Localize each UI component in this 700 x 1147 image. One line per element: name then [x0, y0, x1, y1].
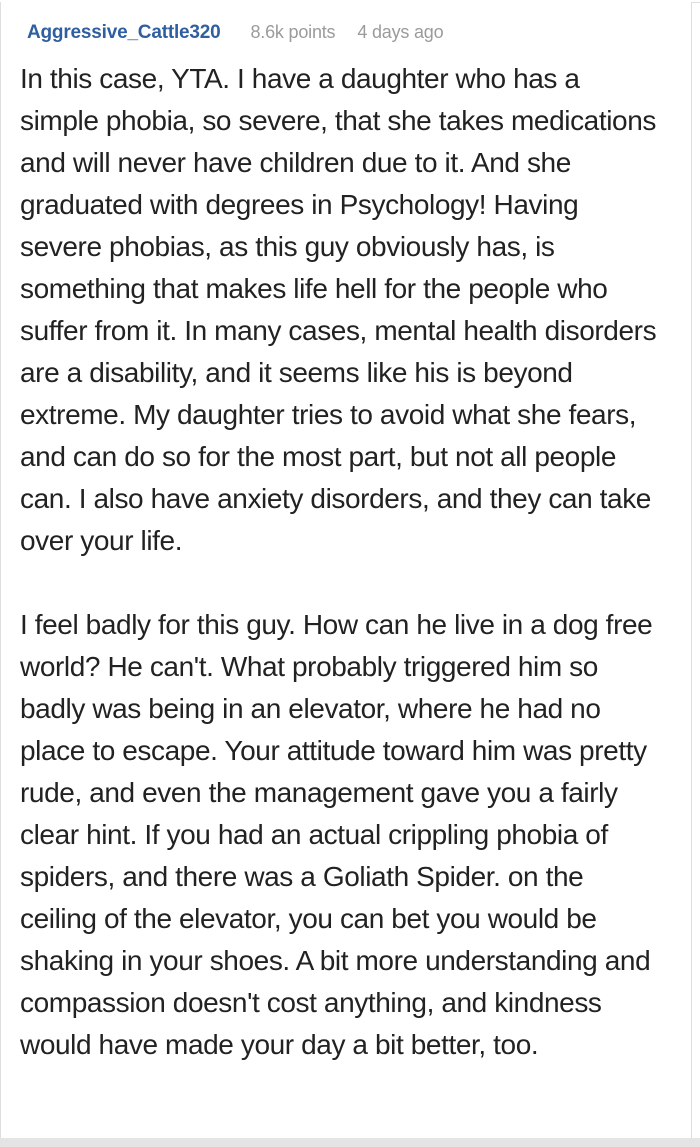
timestamp-label: 4 days ago: [357, 22, 444, 42]
comment-paragraph: In this case, YTA. I have a daughter who has a simple phobia, so severe, that she takes medications and will never have children due to it. And she graduated with degrees in Psychology! Having severe phobias, as this guy obviously has, is something that makes life hell for the people who suffer from it. In many cases, mental health disorders are a disability, and it seems like his is beyond extreme. My daughter tries to avoid what she fears, and can do so for the most part, but not all people can. I also have anxiety disorders, and they can take over your life.: [20, 63, 657, 556]
comment-body: [1, 58, 664, 1066]
comment-paragraph: I feel badly for this guy. How can he live in a dog free world? He can't. What probably triggered him so badly was being in an elevator, where he had no place to escape. Your attitude toward him was pretty rude, and even the management gave you a fairly clear hint. If you had an actual crippling phobia of spiders, and there was a Goliath Spider. on the ceiling of the elevator, you can bet you would be shaking in your shoes. A bit more understanding and compassion doesn't cost anything, and kindness would have made your day a bit better, too.: [20, 609, 653, 1060]
bottom-strip: [0, 1138, 700, 1147]
points-label: 8.6k points: [250, 22, 336, 42]
comment-header: [1, 20, 691, 45]
username-link[interactable]: Aggressive_Cattle320: [27, 22, 221, 43]
comment-card: [0, 2, 692, 1147]
